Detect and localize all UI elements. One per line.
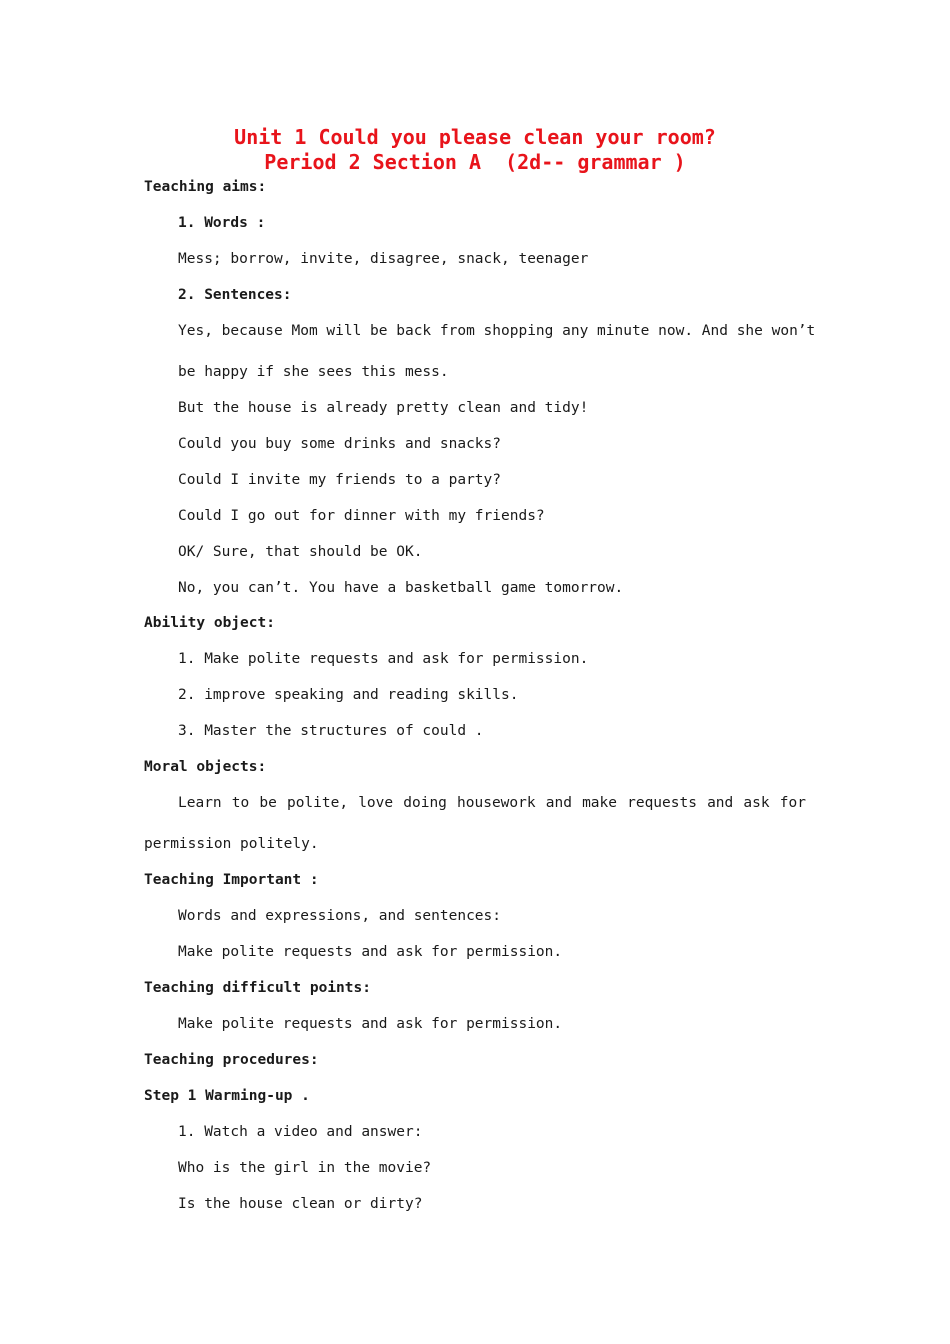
procedure-item: 1. Watch a video and answer:	[178, 1124, 423, 1140]
ability-heading: Ability object:	[144, 615, 275, 631]
moral-word: love	[358, 795, 394, 811]
moral-word: housework	[457, 795, 536, 811]
procedure-item: Who is the girl in the movie?	[178, 1160, 432, 1176]
document-subtitle: Period 2 Section A (2d-- grammar )	[264, 150, 686, 174]
moral-paragraph-line	[178, 793, 806, 813]
teaching-aims-heading: Teaching aims:	[144, 179, 267, 195]
ability-item: 2. improve speaking and reading skills.	[178, 687, 519, 703]
ability-item: 3. Master the structures of could .	[178, 723, 484, 739]
sentence-line: No, you can’t. You have a basketball game tomorrow.	[178, 580, 624, 596]
sentence-line: Could I go out for dinner with my friends?	[178, 508, 545, 524]
moral-heading: Moral objects:	[144, 759, 267, 775]
moral-word: for	[779, 795, 806, 811]
sentence-line: OK/ Sure, that should be OK.	[178, 544, 423, 560]
sentence-line: Could you buy some drinks and snacks?	[178, 436, 502, 452]
procedure-item: Is the house clean or dirty?	[178, 1196, 423, 1212]
important-item: Words and expressions, and sentences:	[178, 908, 502, 924]
moral-word: make	[582, 795, 617, 811]
words-heading: 1. Words :	[178, 215, 266, 231]
moral-word: be	[259, 795, 277, 811]
moral-word: to	[231, 795, 250, 811]
difficult-item: Make polite requests and ask for permission.	[178, 1016, 563, 1032]
moral-word: Learn	[178, 795, 222, 811]
sentence-line: Could I invite my friends to a party?	[178, 472, 502, 488]
document-title: Unit 1 Could you please clean your room?	[234, 125, 716, 149]
sentence-line: be happy if she sees this mess.	[178, 364, 449, 380]
moral-word: polite,	[286, 795, 349, 811]
moral-paragraph-continuation: permission politely.	[144, 836, 319, 852]
moral-word: and	[545, 795, 572, 811]
moral-word: ask	[743, 795, 770, 811]
moral-word: and	[707, 795, 734, 811]
sentence-line: Yes, because Mom will be back from shopping any minute now. And she won’t	[178, 323, 816, 339]
important-heading: Teaching Important :	[144, 872, 319, 888]
ability-item: 1. Make polite requests and ask for permission.	[178, 651, 589, 667]
moral-word: requests	[627, 795, 697, 811]
moral-word: doing	[403, 795, 447, 811]
step1-heading: Step 1 Warming-up .	[144, 1088, 310, 1104]
important-item: Make polite requests and ask for permission.	[178, 944, 563, 960]
words-list: Mess; borrow, invite, disagree, snack, teenager	[178, 251, 589, 267]
procedures-heading: Teaching procedures:	[144, 1052, 319, 1068]
difficult-heading: Teaching difficult points:	[144, 980, 371, 996]
sentences-heading: 2. Sentences:	[178, 287, 292, 303]
sentence-line: But the house is already pretty clean and tidy!	[178, 400, 589, 416]
